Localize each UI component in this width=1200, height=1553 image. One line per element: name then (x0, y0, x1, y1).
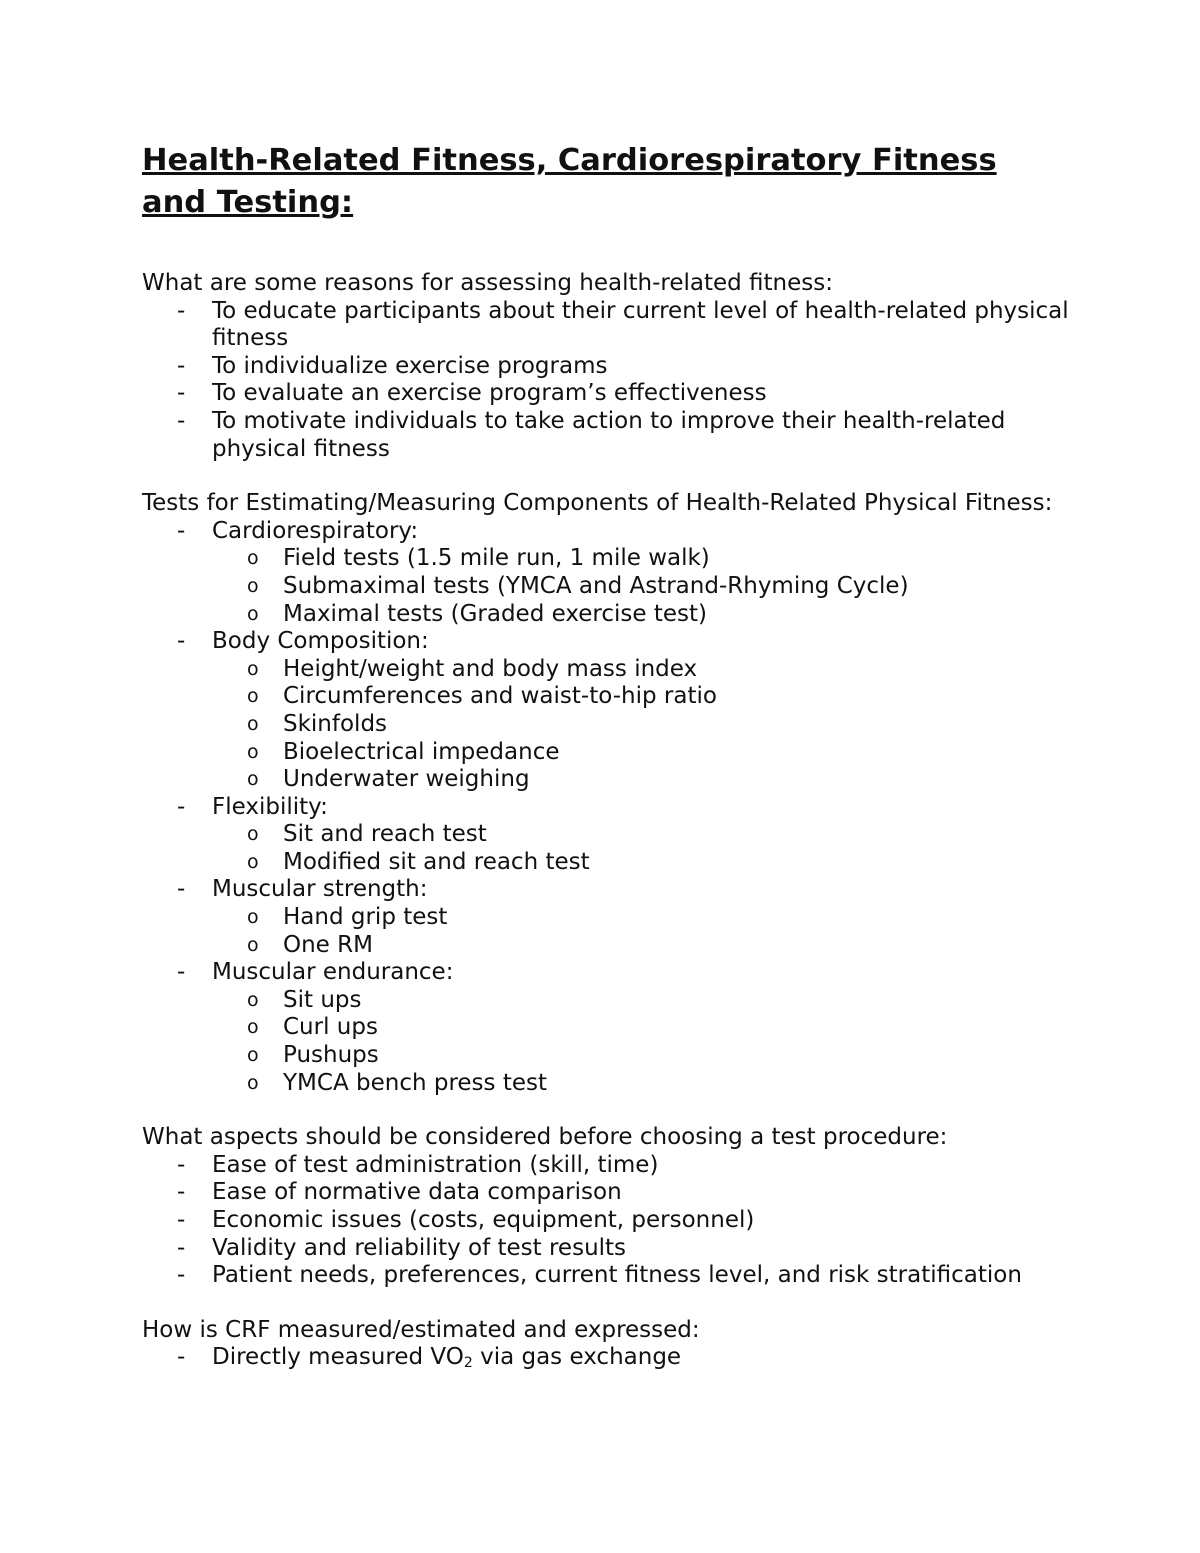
circle-marker: o (247, 933, 259, 956)
sub-list-item: o Submaximal tests (YMCA and Astrand-Rhyming Cycle) (247, 572, 909, 599)
section-reasons (142, 270, 1102, 463)
list-item: - To motivate individuals to take action to improve their health-related physical fitness (177, 407, 1006, 462)
sub-list (212, 904, 1102, 959)
sub-list-item: o Curl ups (247, 1014, 378, 1041)
section-question: Tests for Estimating/Measuring Components of Health-Related Physical Fitness: (142, 490, 1053, 517)
bullet-list (142, 518, 1102, 1097)
sub-list-item: o Skinfolds (247, 710, 388, 737)
dash-marker: - (177, 517, 186, 544)
circle-marker: o (247, 988, 259, 1011)
dash-marker: - (177, 352, 186, 379)
section-question: What are some reasons for assessing health-related fitness: (142, 270, 833, 296)
sub-list-item: o YMCA bench press test (247, 1069, 548, 1096)
sub-list-item: o Field tests (1.5 mile run, 1 mile walk) (247, 545, 710, 572)
dash-marker: - (177, 793, 186, 820)
dash-marker: - (177, 297, 186, 324)
dash-marker: - (177, 876, 186, 903)
circle-marker: o (247, 657, 259, 680)
list-item: - Directly measured $VO_2$ via gas exchange (177, 1344, 682, 1372)
sub-list (212, 821, 1102, 876)
section-question: What aspects should be considered before choosing a test procedure: (142, 1124, 948, 1151)
circle-marker: o (247, 547, 259, 570)
sub-list-item: o Height/weight and body mass index (247, 655, 698, 682)
dash-marker: - (177, 628, 186, 655)
dash-marker: - (177, 407, 186, 434)
list-item: - Validity and reliability of test results (177, 1234, 627, 1261)
circle-marker: o (247, 1016, 259, 1039)
circle-marker: o (247, 906, 259, 929)
circle-marker: o (247, 740, 259, 763)
circle-marker: o (247, 574, 259, 597)
sub-list-item: o Circumferences and waist-to-hip ratio (247, 683, 717, 710)
list-item: - Flexibility: o Sit and reach test o Modified sit and reach test (142, 794, 1102, 877)
sub-list-item: o Sit ups (247, 986, 362, 1013)
dash-marker: - (177, 1234, 186, 1261)
list-item: - To individualize exercise programs (177, 352, 608, 379)
dash-marker: - (177, 1207, 186, 1233)
subscript: 2 (463, 1355, 473, 1372)
sub-list-item: o Maximal tests (Graded exercise test) (247, 600, 707, 627)
bullet-list (142, 1152, 1102, 1290)
dash-marker: - (177, 1344, 186, 1371)
list-item: - Ease of normative data comparison (177, 1179, 622, 1206)
dash-marker: - (177, 1151, 186, 1178)
section-aspects (142, 1124, 1102, 1290)
sub-list (212, 987, 1102, 1097)
list-item: - Patient needs, preferences, current fitness level, and risk stratification (177, 1262, 1022, 1289)
circle-marker: o (247, 602, 259, 625)
dash-marker: - (177, 959, 186, 986)
section-question: How is CRF measured/estimated and expressed: (142, 1316, 700, 1343)
circle-marker: o (247, 712, 259, 735)
document-page (142, 140, 1102, 1405)
sub-list-item: o Underwater weighing (247, 766, 530, 793)
list-item: - Cardiorespiratory: o Field tests (1.5 mile run, 1 mile walk) o Submaximal tests (YMCA and Astrand-Rhyming Cycle) o Maximal tests (Graded exercise test) (142, 518, 1102, 628)
dash-marker: - (177, 1179, 186, 1206)
sub-list-item: o Hand grip test (247, 904, 448, 931)
sub-list (212, 656, 1102, 794)
sub-list-item: o Modified sit and reach test (247, 848, 590, 875)
sub-list-item: o Bioelectrical impedance (247, 738, 560, 765)
list-item: - Muscular strength: o Hand grip test o One RM (142, 876, 1102, 959)
page-title: Health-Related Fitness, Cardiorespiratory Fitness and Testing: (142, 143, 997, 220)
sub-list-item: o Sit and reach test (247, 821, 487, 848)
list-item: - To evaluate an exercise program’s effectiveness (177, 380, 767, 407)
bullet-list (142, 298, 1102, 464)
dash-marker: - (177, 1262, 186, 1289)
circle-marker: o (247, 1071, 259, 1094)
list-item: - To educate participants about their current level of health-related physical fitness (177, 297, 1069, 352)
circle-marker: o (247, 685, 259, 708)
circle-marker: o (247, 768, 259, 791)
list-item: - Body Composition: o Height/weight and body mass index o Circumferences and waist-to-hip ratio o Skinfolds o Bioelectrical impedance o Underwater weighing (142, 628, 1102, 794)
bullet-list (142, 1344, 1102, 1378)
sub-list-item: o Pushups (247, 1042, 379, 1069)
section-crf (142, 1317, 1102, 1378)
sub-list-item: o One RM (247, 931, 373, 958)
circle-marker: o (247, 1044, 259, 1067)
section-tests (142, 490, 1102, 1097)
sub-list (212, 545, 1102, 628)
list-item: - Muscular endurance: o Sit ups o Curl ups o Pushups o YMCA bench press test (142, 959, 1102, 1097)
list-item: - Ease of test administration (skill, time) (177, 1151, 659, 1178)
circle-marker: o (247, 823, 259, 846)
dash-marker: - (177, 380, 186, 407)
circle-marker: o (247, 850, 259, 873)
list-item: - Economic issues (costs, equipment, personnel) (177, 1207, 755, 1233)
